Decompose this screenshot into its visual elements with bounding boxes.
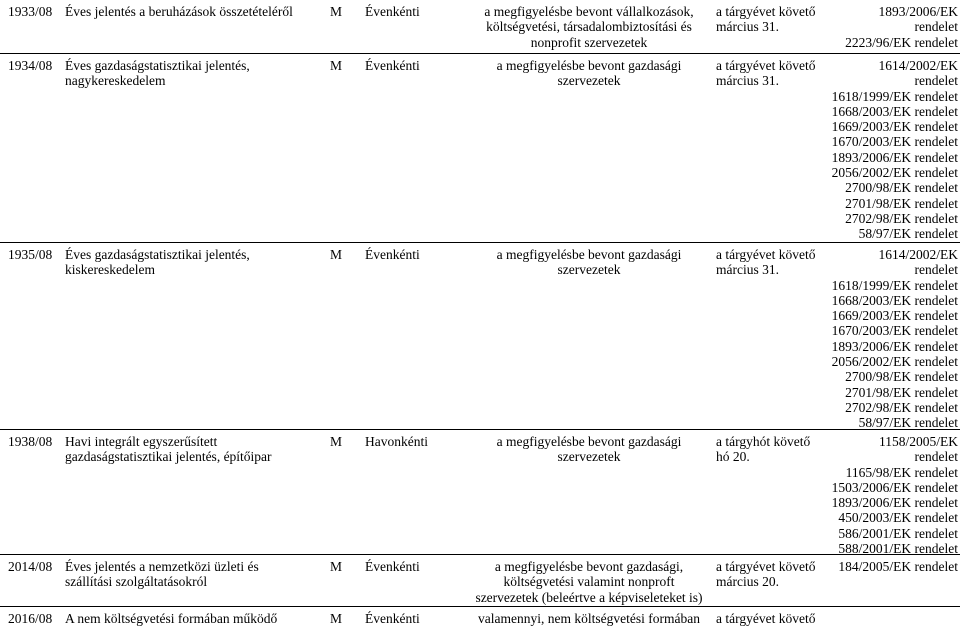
regulation-item: 1670/2003/EK rendelet <box>831 134 958 150</box>
regulation-item: 58/97/EK rendelet <box>858 415 958 431</box>
regulation-item: 586/2001/EK rendelet <box>838 525 958 541</box>
regulation-item: rendelet <box>914 19 958 35</box>
row-m-flag: M <box>330 4 343 19</box>
regulation-item: 2056/2002/EK rendelet <box>831 354 958 370</box>
row-frequency: Havonkénti <box>365 434 428 449</box>
regulation-item: 2701/98/EK rendelet <box>845 384 958 400</box>
row-frequency: Évenkénti <box>365 247 420 262</box>
row-title: Éves jelentés a beruházások összetételéről <box>65 4 293 19</box>
table-row <box>0 242 960 430</box>
row-deadline: a tárgyévet követő március 31. <box>716 58 816 89</box>
regulation-item: 1893/2006/EK rendelet <box>831 149 958 165</box>
table-row <box>0 53 960 243</box>
row-frequency: Évenkénti <box>365 559 420 574</box>
row-frequency: Évenkénti <box>365 611 420 626</box>
regulation-item: 1669/2003/EK rendelet <box>831 119 958 135</box>
row-title: Havi integrált egyszerűsített gazdaságstatisztikai jelentés, építőipar <box>65 434 272 465</box>
row-deadline: a tárgyévet követő március 31. <box>716 4 816 35</box>
table-row <box>0 554 960 607</box>
row-scope: a megfigyelésbe bevont gazdasági szervezetek <box>496 434 682 465</box>
regulation-item: 1158/2005/EK <box>879 434 958 449</box>
regulation-item: 1618/1999/EK rendelet <box>831 277 958 293</box>
regulation-item: 1893/2006/EK <box>878 4 958 19</box>
regulation-item: 1614/2002/EK <box>878 247 958 262</box>
regulation-item: 2702/98/EK rendelet <box>845 210 958 226</box>
row-id: 1935/08 <box>8 247 53 262</box>
regulation-item: 1614/2002/EK <box>878 58 958 73</box>
row-title: Éves gazdaságstatisztikai jelentés, kiskereskedelem <box>65 247 250 278</box>
table-row <box>0 429 960 555</box>
regulation-item: 1668/2003/EK rendelet <box>831 103 958 119</box>
row-deadline: a tárgyévet követő március 31. <box>716 247 816 278</box>
row-m-flag: M <box>330 434 343 449</box>
row-id: 1938/08 <box>8 434 53 449</box>
row-scope: a megfigyelésbe bevont vállalkozások, költségvetési, társadalombiztosítási és nonprofit szervezetek <box>484 4 694 50</box>
row-id: 1933/08 <box>8 4 53 19</box>
row-id: 2014/08 <box>8 559 53 574</box>
regulation-item: 1669/2003/EK rendelet <box>831 308 958 324</box>
regulation-item: 2701/98/EK rendelet <box>845 195 958 211</box>
regulation-item: 1893/2006/EK rendelet <box>831 495 958 511</box>
row-scope: valamennyi, nem költségvetési formában <box>478 611 700 626</box>
regulation-item: 1668/2003/EK rendelet <box>831 292 958 308</box>
row-frequency: Évenkénti <box>365 58 420 73</box>
row-deadline: a tárgyévet követő március 20. <box>716 559 816 590</box>
row-regulations <box>818 58 958 242</box>
row-m-flag: M <box>330 611 343 626</box>
regulation-item: 1503/2006/EK rendelet <box>831 479 958 495</box>
regulation-item: 588/2001/EK rendelet <box>838 541 958 557</box>
row-m-flag: M <box>330 58 343 73</box>
regulation-item: 2056/2002/EK rendelet <box>831 165 958 181</box>
regulation-item: rendelet <box>914 262 958 278</box>
row-scope: a megfigyelésbe bevont gazdasági szervezetek <box>496 247 682 278</box>
row-regulations <box>818 559 958 574</box>
regulation-item: 58/97/EK rendelet <box>858 226 958 242</box>
row-title: Éves jelentés a nemzetközi üzleti és szállítási szolgáltatásokról <box>65 559 259 590</box>
regulation-item: 1670/2003/EK rendelet <box>831 323 958 339</box>
regulation-item: 2702/98/EK rendelet <box>845 399 958 415</box>
row-id: 1934/08 <box>8 58 53 73</box>
regulation-item: rendelet <box>914 449 958 465</box>
regulation-item: 1165/98/EK rendelet <box>845 464 958 480</box>
row-scope: a megfigyelésbe bevont gazdasági, költségvetési valamint nonproft szervezetek (beleértve a képviseleteket is) <box>475 559 703 605</box>
regulation-item: rendelet <box>914 73 958 89</box>
row-id: 2016/08 <box>8 611 53 626</box>
row-m-flag: M <box>330 247 343 262</box>
regulation-item: 2700/98/EK rendelet <box>845 369 958 385</box>
regulation-item: 2223/96/EK rendelet <box>845 34 958 50</box>
regulation-item: 1893/2006/EK rendelet <box>831 338 958 354</box>
regulation-item: 2700/98/EK rendelet <box>845 180 958 196</box>
row-regulations <box>818 434 958 556</box>
regulation-item: 1618/1999/EK rendelet <box>831 88 958 104</box>
table-row <box>0 606 960 628</box>
table-row <box>0 0 960 53</box>
row-deadline: a tárgyhót követő hó 20. <box>716 434 811 465</box>
row-title: A nem költségvetési formában működő <box>65 611 278 626</box>
row-m-flag: M <box>330 559 343 574</box>
row-scope: a megfigyelésbe bevont gazdasági szervezetek <box>496 58 682 89</box>
row-regulations <box>818 247 958 431</box>
regulation-item: 450/2003/EK rendelet <box>838 510 958 526</box>
row-deadline: a tárgyévet követő <box>716 611 816 626</box>
row-regulations <box>818 4 958 50</box>
row-title: Éves gazdaságstatisztikai jelentés, nagykereskedelem <box>65 58 250 89</box>
row-frequency: Évenkénti <box>365 4 420 19</box>
regulation-item: 184/2005/EK rendelet <box>838 559 958 574</box>
